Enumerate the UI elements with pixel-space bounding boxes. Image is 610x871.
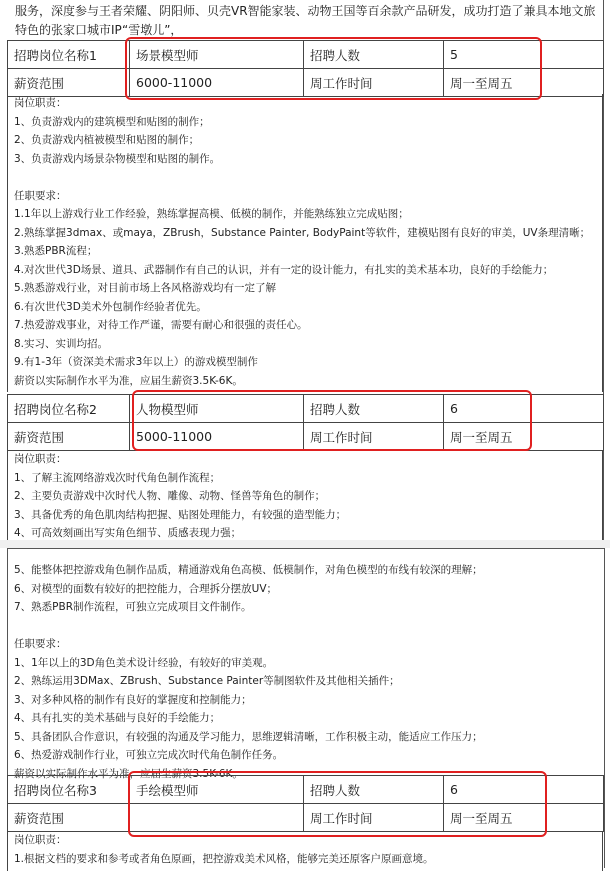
list-item: 1、1年以上的3D角色美术设计经验，有较好的审美观。 xyxy=(14,656,274,669)
duty-title: 岗位职责： xyxy=(14,97,67,109)
label-salary-range: 薪资范围 xyxy=(8,69,130,97)
label-salary-range: 薪资范围 xyxy=(8,804,130,832)
job-table-3 xyxy=(7,775,604,832)
requirements-title: 任职要求： xyxy=(14,638,67,650)
list-item: 2、熟练运用3DMax、ZBrush、Substance Painter等制图软件及其他相关插件； xyxy=(14,675,400,687)
page-gap xyxy=(0,540,610,548)
list-item: 6、热爱游戏制作行业，可独立完成次时代角色制作任务。 xyxy=(14,749,284,761)
blank-line xyxy=(8,168,602,187)
list-item: 6、对模型的面数有较好的把控能力，合理拆分摆放UV； xyxy=(14,582,278,595)
list-item: 3、对多种风格的制作有良好的掌握度和控制能力； xyxy=(14,693,252,706)
job-table-2 xyxy=(7,394,604,451)
list-item: 薪资以实际制作水平为准，应届生薪资3.5K-6K。 xyxy=(14,767,243,780)
list-item: 2、负责游戏内植被模型和贴图的制作； xyxy=(14,134,200,146)
list-item: 3、负责游戏内场景杂物模型和贴图的制作。 xyxy=(14,152,221,165)
table-row xyxy=(8,41,604,69)
duty-title: 岗位职责： xyxy=(14,834,67,846)
list-item: 7.热爱游戏事业，对待工作严谨，需要有耐心和很强的责任心。 xyxy=(14,319,308,331)
document-page-2 xyxy=(7,548,605,868)
table-row xyxy=(8,776,604,804)
job-description-2a xyxy=(7,450,603,540)
table-row xyxy=(8,804,604,832)
work-time-value: 周一至周五 xyxy=(444,69,604,97)
headcount-value: 6 xyxy=(444,395,604,423)
salary-value xyxy=(130,804,304,832)
list-item: 1、了解主流网络游戏次时代角色制作流程； xyxy=(14,471,221,484)
company-intro: 服务，深度参与王者荣耀、阴阳师、贝壳VR智能家装、动物王国等百余款产品研发，成功打造了兼具本地文旅特色的张家口城市IP“雪墩儿”， xyxy=(15,4,596,37)
blank-line xyxy=(8,617,604,636)
position-name-value: 场景模型师 xyxy=(130,41,304,69)
list-item: 5、具备团队合作意识，有较强的沟通及学习能力，思维逻辑清晰，工作积极主动，能适应工作压力； xyxy=(14,730,483,743)
list-item: 6.有次世代3D美术外包制作经验者优先。 xyxy=(14,300,207,313)
salary-value: 6000-11000 xyxy=(130,69,304,97)
table-row xyxy=(8,69,604,97)
list-item: 1.根据文档的要求和参考或者角色原画，把控游戏美术风格，能够完美还原客户原画意境。 xyxy=(14,852,434,865)
list-item: 8.实习、实训均招。 xyxy=(14,337,109,350)
position-name-value: 手绘模型师 xyxy=(130,776,304,804)
label-position-name: 招聘岗位名称3 xyxy=(8,776,130,804)
list-item: 1.1年以上游戏行业工作经验，熟练掌握高模、低模的制作，并能熟练独立完成贴图； xyxy=(14,208,409,220)
job-table-1 xyxy=(7,40,604,97)
list-item: 9.有1-3年（资深美术需求3年以上）的游戏模型制作 xyxy=(14,356,258,368)
label-work-time: 周工作时间 xyxy=(304,804,444,832)
position-name-value: 人物模型师 xyxy=(130,395,304,423)
list-item: 2.熟练掌握3dmax、或maya，ZBrush，Substance Painter, BodyPaint等软件，建模贴图有良好的审美，UV条理清晰； xyxy=(14,226,591,239)
headcount-value: 6 xyxy=(444,776,604,804)
list-item: 3、具备优秀的角色肌肉结构把握、贴图处理能力，有较强的造型能力； xyxy=(14,508,347,521)
label-headcount: 招聘人数 xyxy=(304,776,444,804)
label-work-time: 周工作时间 xyxy=(304,69,444,97)
label-salary-range: 薪资范围 xyxy=(8,423,130,451)
list-item: 4、具有扎实的美术基础与良好的手绘能力； xyxy=(14,712,221,724)
list-item: 4、可高效刻画出写实角色细节、质感表现力强； xyxy=(14,527,242,539)
table-row xyxy=(8,395,604,423)
salary-value: 5000-11000 xyxy=(130,423,304,451)
duty-title: 岗位职责： xyxy=(14,453,67,465)
list-item: 2、主要负责游戏中次时代人物、雕像、动物、怪兽等角色的制作； xyxy=(14,490,326,502)
list-item: 7、熟悉PBR制作流程，可独立完成项目文件制作。 xyxy=(14,601,252,613)
list-item: 薪资以实际制作水平为准，应届生薪资3.5K-6K。 xyxy=(14,374,243,387)
requirements-title: 任职要求： xyxy=(14,189,67,202)
headcount-value: 5 xyxy=(444,41,604,69)
job-description-2b xyxy=(8,561,604,783)
list-item: 1、负责游戏内的建筑模型和贴图的制作； xyxy=(14,115,210,128)
job-description-1 xyxy=(7,94,603,392)
label-headcount: 招聘人数 xyxy=(304,395,444,423)
work-time-value: 周一至周五 xyxy=(444,423,604,451)
document-page-1 xyxy=(7,0,604,540)
list-item: 3.熟悉PBR流程； xyxy=(14,245,98,257)
label-work-time: 周工作时间 xyxy=(304,423,444,451)
label-position-name: 招聘岗位名称2 xyxy=(8,395,130,423)
list-item: 5.熟悉游戏行业，对目前市场上各风格游戏均有一定了解 xyxy=(14,282,277,294)
list-item: 5、能整体把控游戏角色制作品质，精通游戏角色高模、低模制作，对角色模型的布线有较深的理解； xyxy=(14,564,483,576)
label-headcount: 招聘人数 xyxy=(304,41,444,69)
list-item: 4.对次世代3D场景、道具、武器制作有自己的认识，并有一定的设计能力，有扎实的美术基本功，良好的手绘能力； xyxy=(14,263,554,276)
work-time-value: 周一至周五 xyxy=(444,804,604,832)
job-description-3 xyxy=(7,831,603,871)
table-row xyxy=(8,423,604,451)
label-position-name: 招聘岗位名称1 xyxy=(8,41,130,69)
